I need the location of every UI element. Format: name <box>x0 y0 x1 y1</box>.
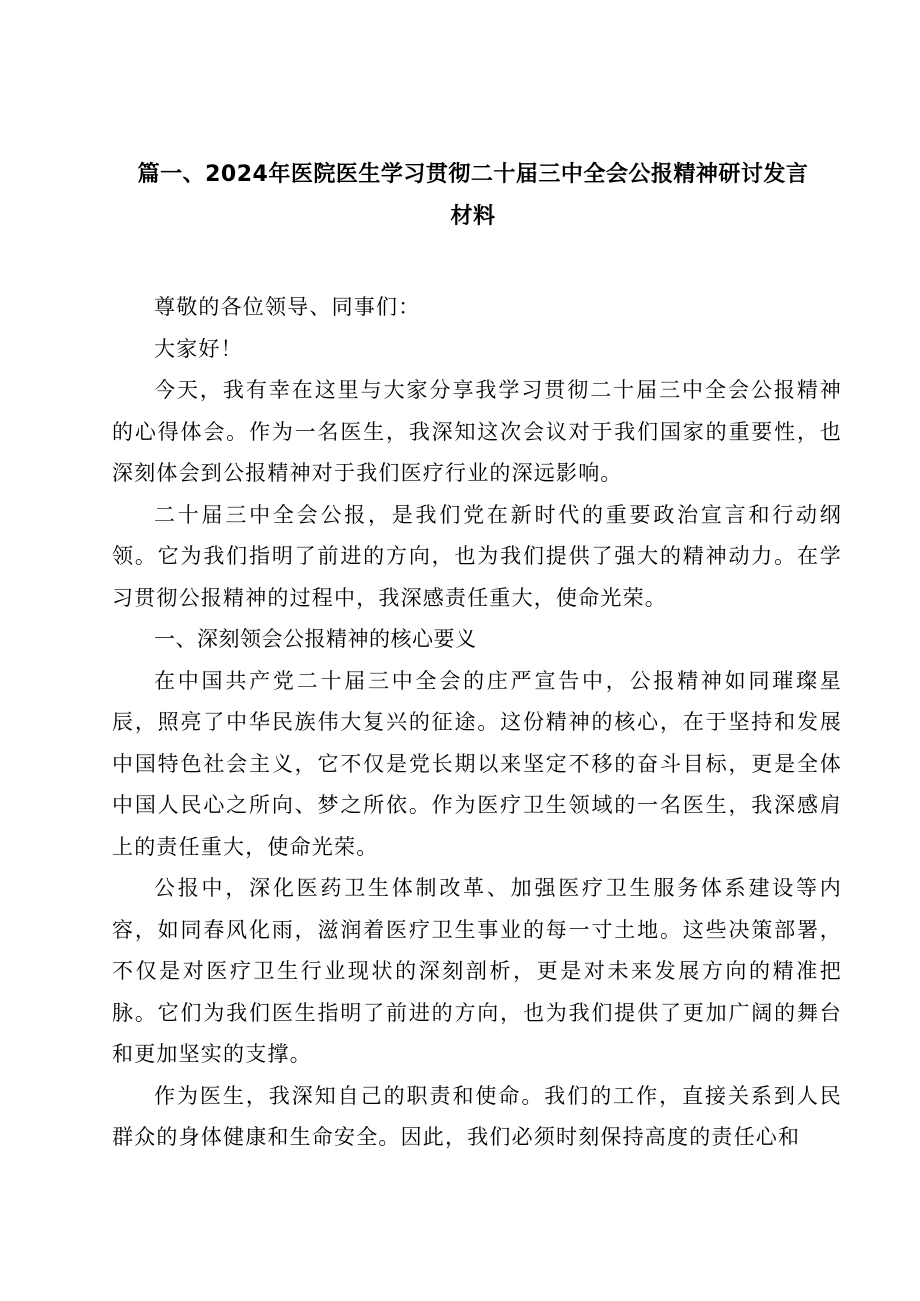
title-line-2: 材料 <box>450 204 496 229</box>
document-title <box>112 154 834 238</box>
document-body <box>112 287 842 1159</box>
greeting: 大家好！ <box>154 336 243 361</box>
paragraph: 今天，我有幸在这里与大家分享我学习贯彻二十届三中全会公报精神的心得体会。作为一名医生，我深知这次会议对于我们国家的重要性，也深刻体会到公报精神对于我们医疗行业的深远影响。 <box>112 378 842 485</box>
paragraph: 公报中，深化医药卫生体制改革、加强医疗卫生服务体系建设等内容，如同春风化雨，滋润着医疗卫生事业的每一寸土地。这些决策部署，不仅是对医疗卫生行业现状的深刻剖析，更是对未来发展方向的精准把脉。它们为我们医生指明了前进的方向，也为我们提供了更加广阔的舞台和更加坚实的支撑。 <box>112 876 842 1066</box>
paragraph: 在中国共产党二十届三中全会的庄严宣告中，公报精神如同璀璨星辰，照亮了中华民族伟大复兴的征途。这份精神的核心，在于坚持和发展中国特色社会主义，它不仅是党长期以来坚定不移的奋斗目标，更是全体中国人民心之所向、梦之所依。作为医疗卫生领域的一名医生，我深感肩上的责任重大，使命光荣。 <box>112 668 842 859</box>
section-heading: 一、深刻领会公报精神的核心要义 <box>154 627 477 651</box>
paragraph: 二十届三中全会公报，是我们党在新时代的重要政治宣言和行动纲领。它为我们指明了前进的方向，也为我们提供了强大的精神动力。在学习贯彻公报精神的过程中，我深感责任重大，使命光荣。 <box>112 502 842 610</box>
paragraph: 作为医生，我深知自己的职责和使命。我们的工作，直接关系到人民群众的身体健康和生命安全。因此，我们必须时刻保持高度的责任心和 <box>112 1083 842 1149</box>
title-line-1: 篇一、2024年医院医生学习贯彻二十届三中全会公报精神研讨发言 <box>137 162 809 187</box>
salutation: 尊敬的各位领导、同事们： <box>154 295 421 319</box>
